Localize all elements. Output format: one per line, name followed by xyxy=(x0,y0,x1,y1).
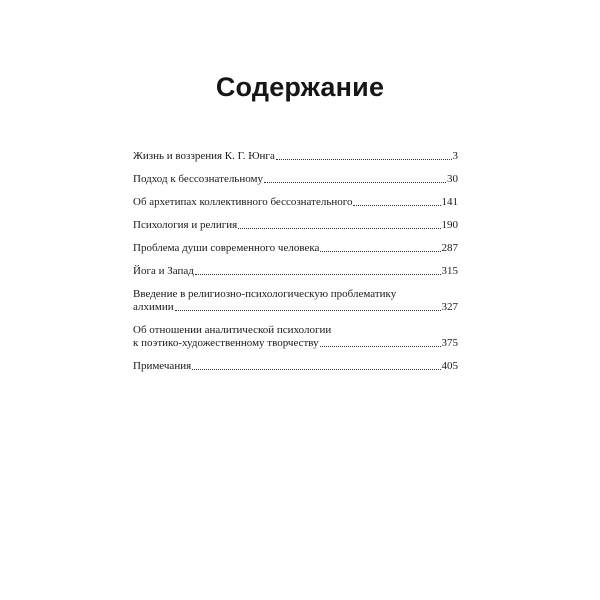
toc-page-number: 30 xyxy=(447,173,458,185)
toc-entry-title: Психология и религия xyxy=(133,219,238,231)
toc-dot-leader xyxy=(192,369,440,370)
toc-entry-title: Подход к бессознательному xyxy=(133,173,263,185)
toc-page-number: 405 xyxy=(441,360,458,372)
toc-page-number: 3 xyxy=(452,150,458,162)
toc-entry[interactable] xyxy=(133,288,458,314)
toc-entry[interactable] xyxy=(133,324,458,350)
toc-entry-title: Йога и Запад xyxy=(133,265,194,277)
toc-entry[interactable] xyxy=(133,265,458,278)
toc-entry-last-line xyxy=(133,301,458,314)
toc-dot-leader xyxy=(320,251,440,252)
toc-entry-title-line: Об отношении аналитической психологии xyxy=(133,324,332,336)
toc-entry[interactable] xyxy=(133,360,458,373)
toc-entry[interactable] xyxy=(133,219,458,232)
toc-entry-last-line xyxy=(133,265,458,278)
toc-entry-last-line xyxy=(133,360,458,373)
toc-page-number: 327 xyxy=(441,301,458,313)
toc-entry-title: алхимии xyxy=(133,301,174,313)
toc-dot-leader xyxy=(195,274,441,275)
toc-page-number: 287 xyxy=(441,242,458,254)
toc-entry-title-line: Введение в религиозно-психологическую проблематику xyxy=(133,288,397,300)
toc-entry-last-line xyxy=(133,219,458,232)
toc-dot-leader xyxy=(264,182,446,183)
toc-entry-last-line xyxy=(133,150,458,163)
toc-page-number: 141 xyxy=(441,196,458,208)
toc-entry-last-line xyxy=(133,242,458,255)
page-title: Содержание xyxy=(215,72,385,102)
toc-entry-last-line xyxy=(133,173,458,186)
toc-entry[interactable] xyxy=(133,173,458,186)
toc-entry-last-line xyxy=(133,196,458,209)
toc-entry-last-line xyxy=(133,337,458,350)
toc-dot-leader xyxy=(175,310,441,311)
toc-entry[interactable] xyxy=(133,242,458,255)
toc-page-number: 190 xyxy=(441,219,458,231)
toc-entry[interactable] xyxy=(133,150,458,163)
table-of-contents xyxy=(133,150,458,383)
toc-page-number: 375 xyxy=(441,337,458,349)
toc-page-number: 315 xyxy=(441,265,458,277)
toc-entry-title: Об архетипах коллективного бессознательного xyxy=(133,196,353,208)
toc-dot-leader xyxy=(320,346,441,347)
toc-dot-leader xyxy=(353,205,440,206)
toc-entry[interactable] xyxy=(133,196,458,209)
toc-entry-title: Проблема души современного человека xyxy=(133,242,320,254)
toc-dot-leader xyxy=(276,159,452,160)
toc-entry-title: Примечания xyxy=(133,360,192,372)
toc-entry-title: к поэтико-художественному творчеству xyxy=(133,337,319,349)
toc-entry-title: Жизнь и воззрения К. Г. Юнга xyxy=(133,150,275,162)
toc-dot-leader xyxy=(238,228,440,229)
